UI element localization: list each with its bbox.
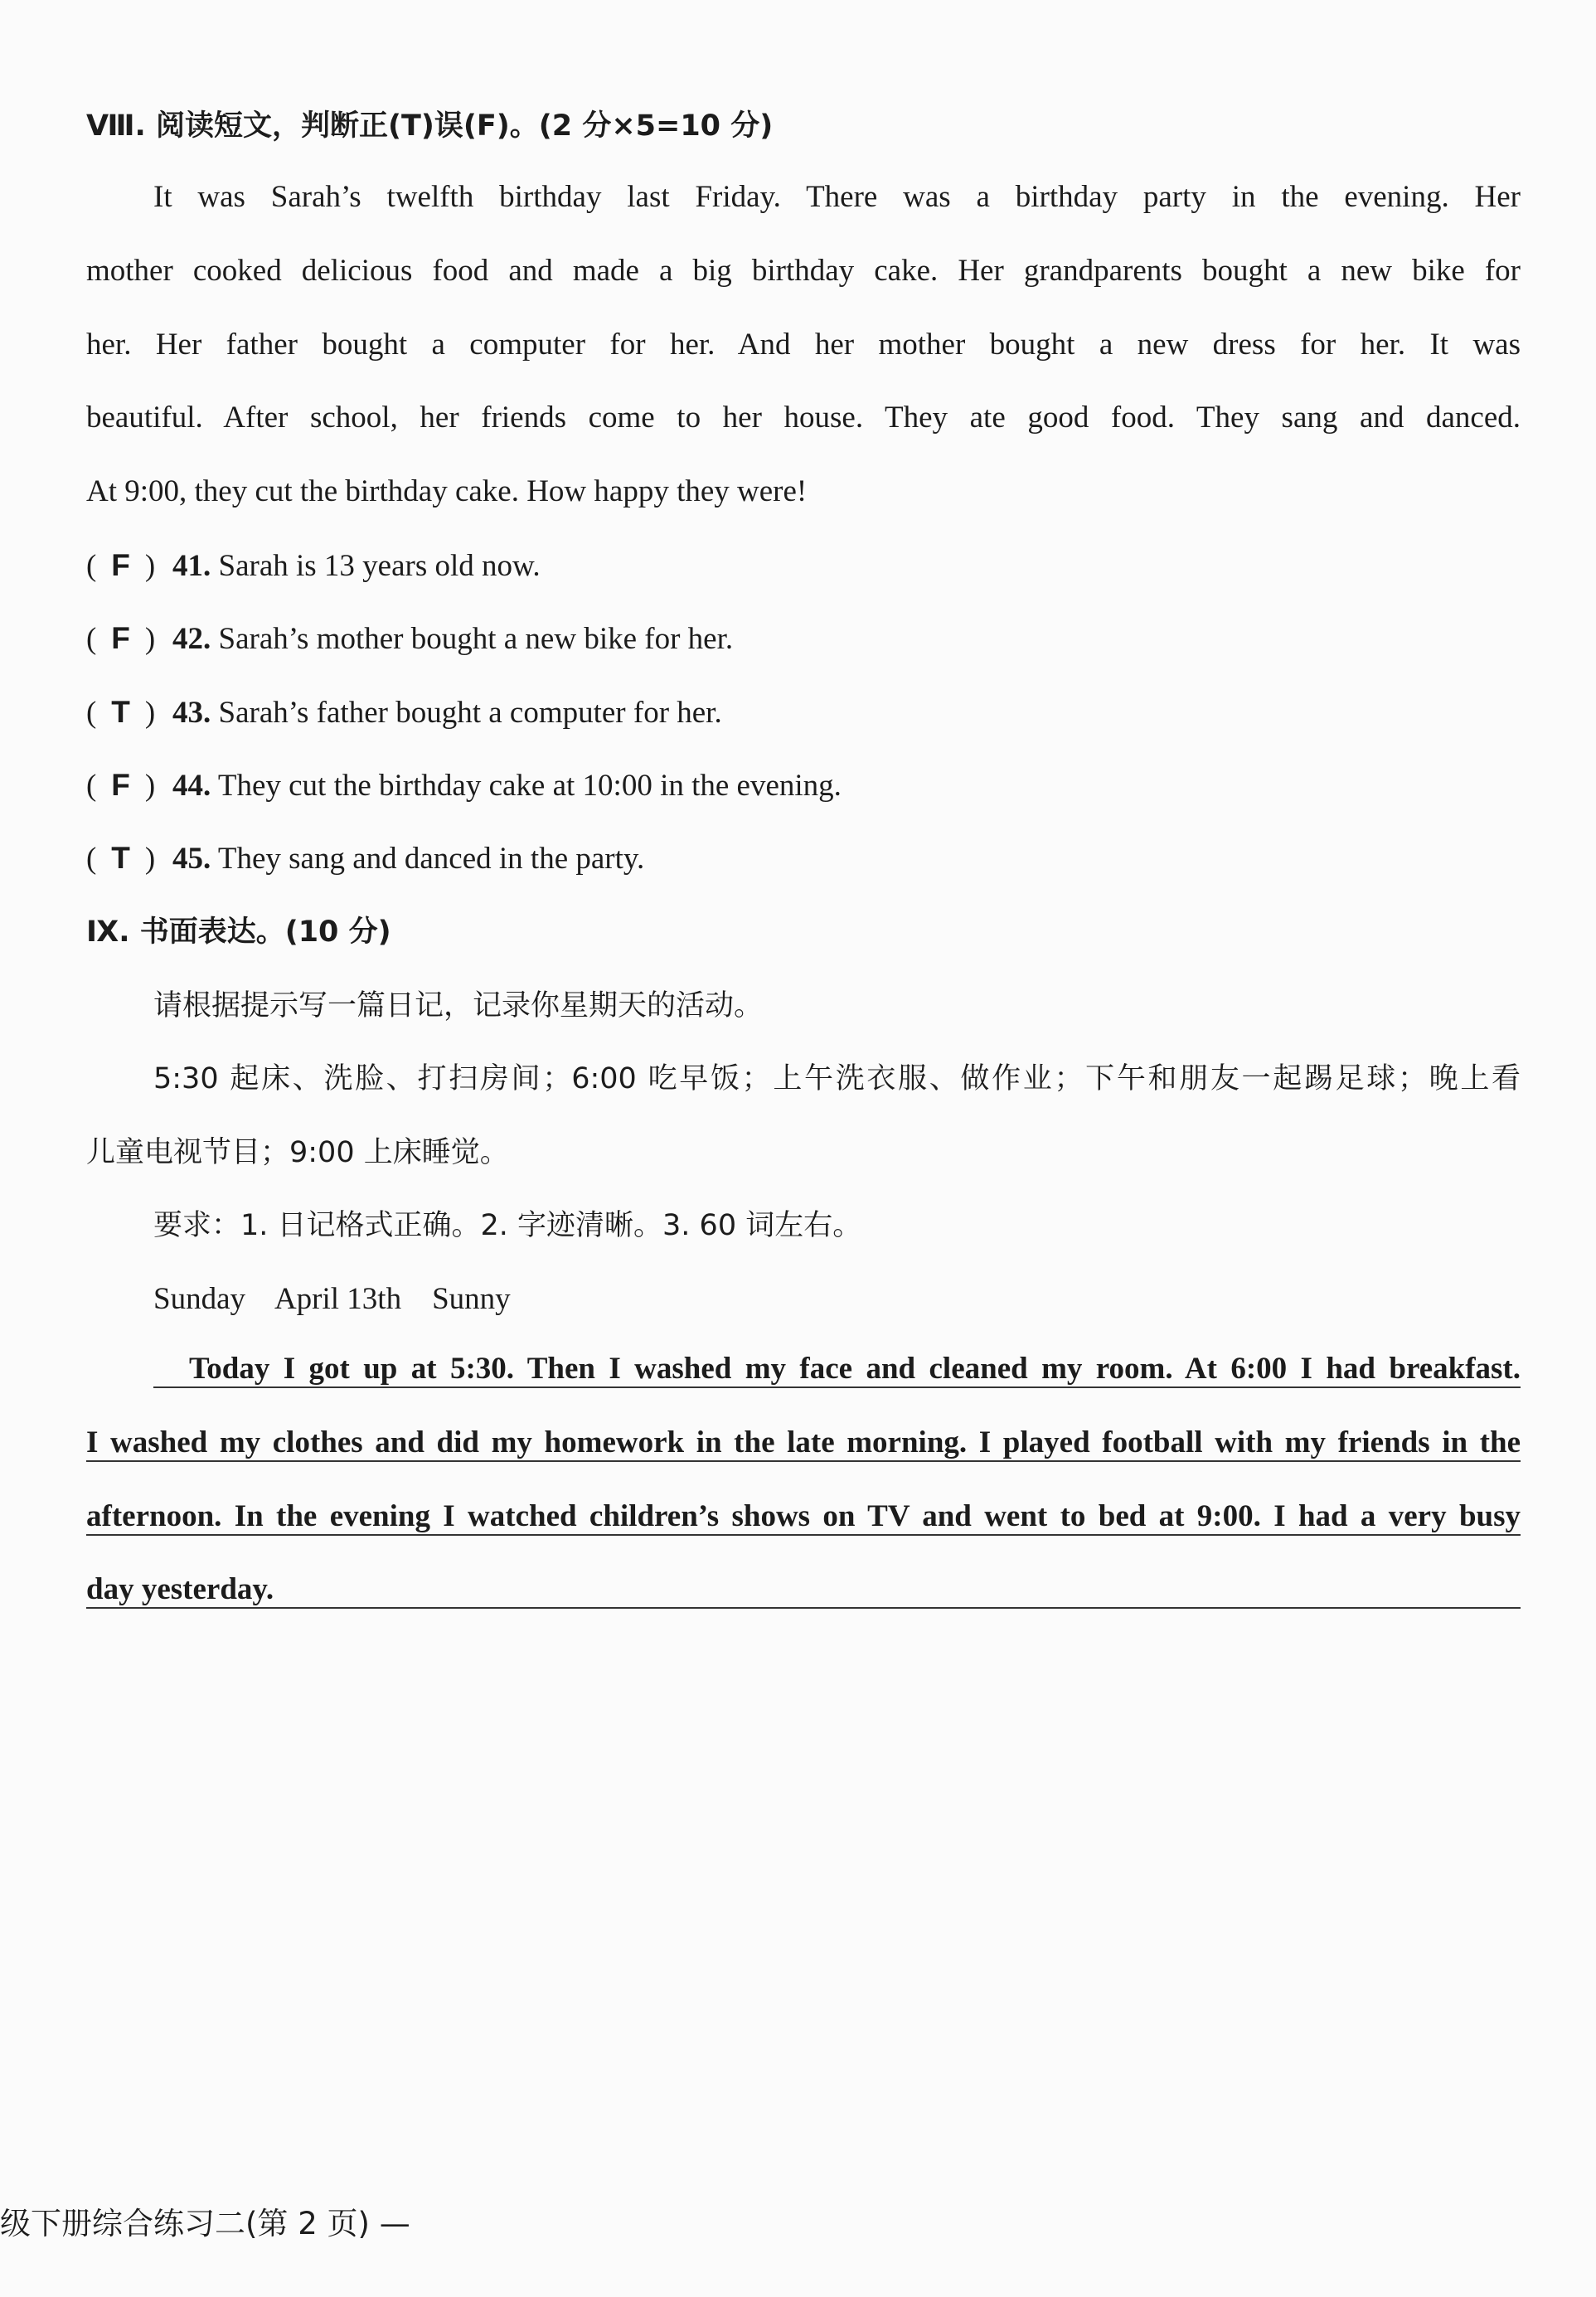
question-number: 45. (172, 842, 211, 876)
writing-requirements: 要求：1. 日记格式正确。2. 字迹清晰。3. 60 词左右。 (153, 1209, 862, 1242)
question-text: Sarah’s mother bought a new bike for her. (218, 622, 734, 656)
writing-hint-line: 儿童电视节目；9:00 上床睡觉。 (86, 1136, 509, 1169)
passage-line: her. Her father bought a computer for her. And her mother bought a new dress for her. It was (86, 328, 1521, 362)
passage-line: beautiful. After school, her friends come to her house. They ate good food. They sang and danced. (86, 401, 1521, 435)
answer-mark: F (111, 768, 130, 802)
section-9-heading: Ⅸ. 书面表达。(10 分) (86, 915, 391, 949)
question-number: 43. (172, 696, 211, 730)
answer-mark: F (111, 621, 130, 655)
question-45: ( T ) 45. They sang and danced in the party. (86, 841, 645, 876)
diary-answer-line: I washed my clothes and did my homework in the late morning. I played football with my friends in the (86, 1425, 1521, 1459)
question-text: They sang and danced in the party. (217, 842, 645, 876)
diary-answer-line: Today I got up at 5:30. Then I washed my face and cleaned my room. At 6:00 I had breakfast. (189, 1352, 1521, 1386)
question-43: ( T ) 43. Sarah’s father bought a computer for her. (86, 695, 722, 730)
section-8-heading: Ⅷ. 阅读短文，判断正(T)误(F)。(2 分×5=10 分) (86, 109, 774, 143)
answer-mark: T (111, 841, 130, 875)
question-number: 42. (172, 622, 211, 656)
writing-underline (86, 1460, 1521, 1462)
writing-underline (86, 1534, 1521, 1536)
question-text: They cut the birthday cake at 10:00 in the evening. (217, 769, 842, 803)
answer-mark: F (111, 548, 130, 582)
page-footer: 级下册综合练习二(第 2 页) — (0, 2206, 410, 2241)
question-number: 41. (172, 549, 211, 583)
writing-underline (153, 1386, 1521, 1388)
writing-hint-line: 5:30 起床、洗脸、打扫房间；6:00 吃早饭；上午洗衣服、做作业；下午和朋友一起踢足球；晚上看 (153, 1062, 1521, 1095)
diary-header: Sunday April 13th Sunny (153, 1282, 511, 1316)
question-text: Sarah’s father bought a computer for her. (218, 696, 722, 730)
question-44: ( F ) 44. They cut the birthday cake at 10:00 in the evening. (86, 768, 842, 803)
answer-mark: T (111, 695, 130, 729)
passage-line: At 9:00, they cut the birthday cake. How happy they were! (86, 474, 808, 508)
question-number: 44. (172, 769, 211, 803)
writing-instruction: 请根据提示写一篇日记，记录你星期天的活动。 (153, 989, 764, 1022)
question-text: Sarah is 13 years old now. (218, 549, 541, 583)
passage-line: mother cooked delicious food and made a big birthday cake. Her grandparents bought a new bike for (86, 254, 1521, 288)
writing-underline (86, 1607, 1521, 1609)
passage-line: It was Sarah’s twelfth birthday last Friday. There was a birthday party in the evening. Her (153, 180, 1521, 214)
diary-answer-line: day yesterday. (86, 1572, 274, 1606)
question-41: ( F ) 41. Sarah is 13 years old now. (86, 548, 541, 583)
question-42: ( F ) 42. Sarah’s mother bought a new bike for her. (86, 621, 734, 656)
diary-answer-line: afternoon. In the evening I watched children’s shows on TV and went to bed at 9:00. I had a very busy (86, 1499, 1521, 1533)
